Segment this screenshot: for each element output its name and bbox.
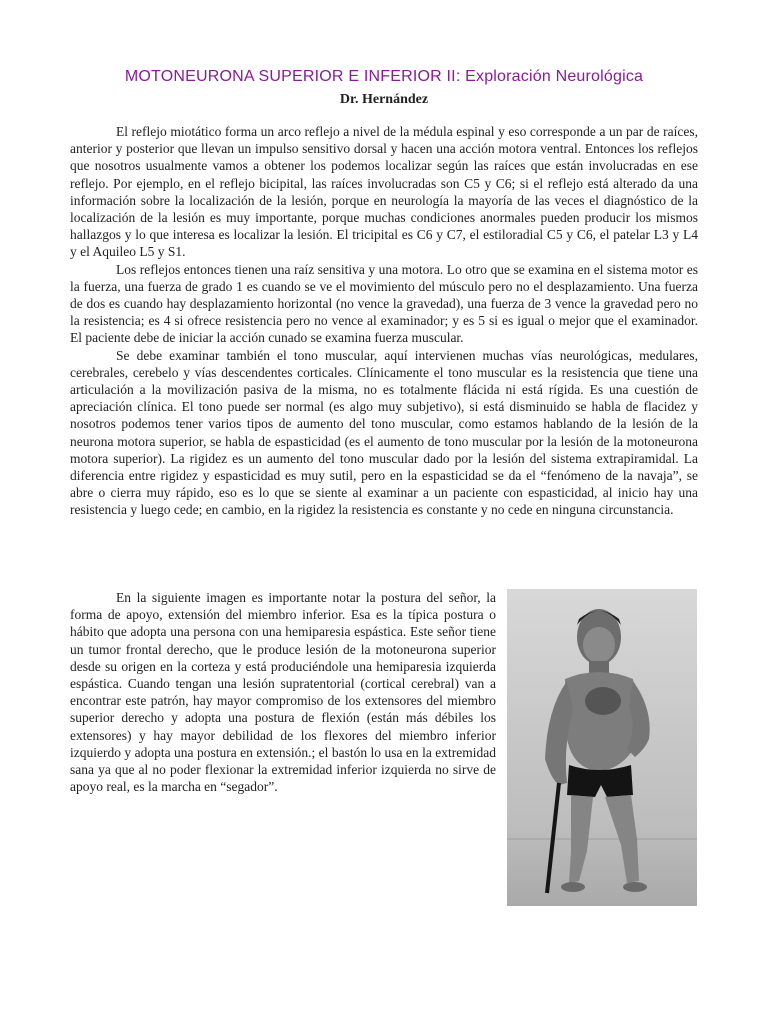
page-title: MOTONEURONA SUPERIOR E INFERIOR II: Exploración Neurológica: [124, 68, 644, 85]
author-name: Dr. Hernández: [339, 92, 429, 107]
patient-photo-icon: [507, 589, 697, 906]
paragraph-reflexes: El reflejo miotático forma un arco reflejo a nivel de la médula espinal y eso corresponde a un par de raíces, anterior y posterior que llevan un impulso sensitivo dorsal y hacen una acción motora ventral. Entonces los reflejos que nosotros usualmente vamos a obtener los podemos localizar según las raíces que están involucradas en ese reflejo. Por ejemplo, en el reflejo bicipital, las raíces involucradas son C5 y C6; si el reflejo está alterado da una información sobre la localización de la lesión, porque en neurología la mayoría de las veces el diagnóstico de la localización de la lesión es muy importante, porque muchas condiciones anormales pueden producir los mismos hallazgos y lo que interesa es localizar la lesión. El tricipital es C6 y C7, el estiloradial C5 y C6, el patelar L3 y L4 y el Aquileo L5 y S1.: [70, 124, 698, 260]
body-text: [70, 123, 698, 519]
patient-photo: [507, 589, 697, 906]
paragraph-figure: En la siguiente imagen es importante notar la postura del señor, la forma de apoyo, extensión del miembro inferior. Esa es la típica postura o hábito que adopta una persona con una hemiparesia espástica. Este señor tiene un tumor frontal derecho, que le produce lesión de la motoneurona superior desde su origen en la corteza y está produciéndole una hemiparesia izquierda espástica. Cuando tengan una lesión supratentorial (cortical cerebral) van a encontrar este patrón, hay mayor compromiso de los extensores del miembro superior derecho y adopta una postura de flexión (están más débiles los extensores) y hay mayor debilidad de los flexores del miembro inferior izquierdo y adopta una postura en extensión.; el bastón lo usa en la extremidad sana ya que al no poder flexionar la extremidad inferior izquierda no sirve de apoyo real, es la marcha en “segador”.: [70, 590, 496, 795]
paragraph-tone: Se debe examinar también el tono muscular, aquí intervienen muchas vías neurológicas, medulares, cerebrales, cerebelo y vías descendentes corticales. Clínicamente el tono muscular es la resistencia que tiene una articulación a la movilización pasiva de la misma, no es totalmente flácida ni está rígida. Es una cuestión de apreciación clínica. El tono puede ser normal (es algo muy subjetivo), si está disminuido se habla de flacidez y nosotros podemos tener varios tipos de aumento del tono muscular, como estamos hablando de la lesión de la neurona motora superior, se habla de espasticidad (es el aumento de tono muscular por la lesión de la motoneurona motora superior). La rigidez es un aumento del tono muscular dado por la lesión del sistema extrapiramidal. La diferencia entre rigidez y espasticidad es muy sutil, pero en la espasticidad se da el “fenómeno de la navaja”, se abre o cierra muy rápido, eso es lo que se siente al examinar a un paciente con espasticidad, al inicio hay una resistencia y luego cede; en cambio, en la rigidez la resistencia es constante y no cede en ninguna circunstancia.: [70, 347, 698, 518]
paragraph-strength: Los reflejos entonces tienen una raíz sensitiva y una motora. Lo otro que se examina en el sistema motor es la fuerza, una fuerza de grado 1 es cuando se ve el movimiento del músculo pero no el desplazamiento. Una fuerza de dos es cuando hay desplazamiento horizontal (no vence la gravedad), una fuerza de 3 vence la gravedad pero no la resistencia; es 4 si ofrece resistencia pero no vence al examinador; y es 5 si es igual o mejor que el examinador. El paciente debe de iniciar la acción cunado se examina fuerza muscular.: [70, 261, 698, 346]
